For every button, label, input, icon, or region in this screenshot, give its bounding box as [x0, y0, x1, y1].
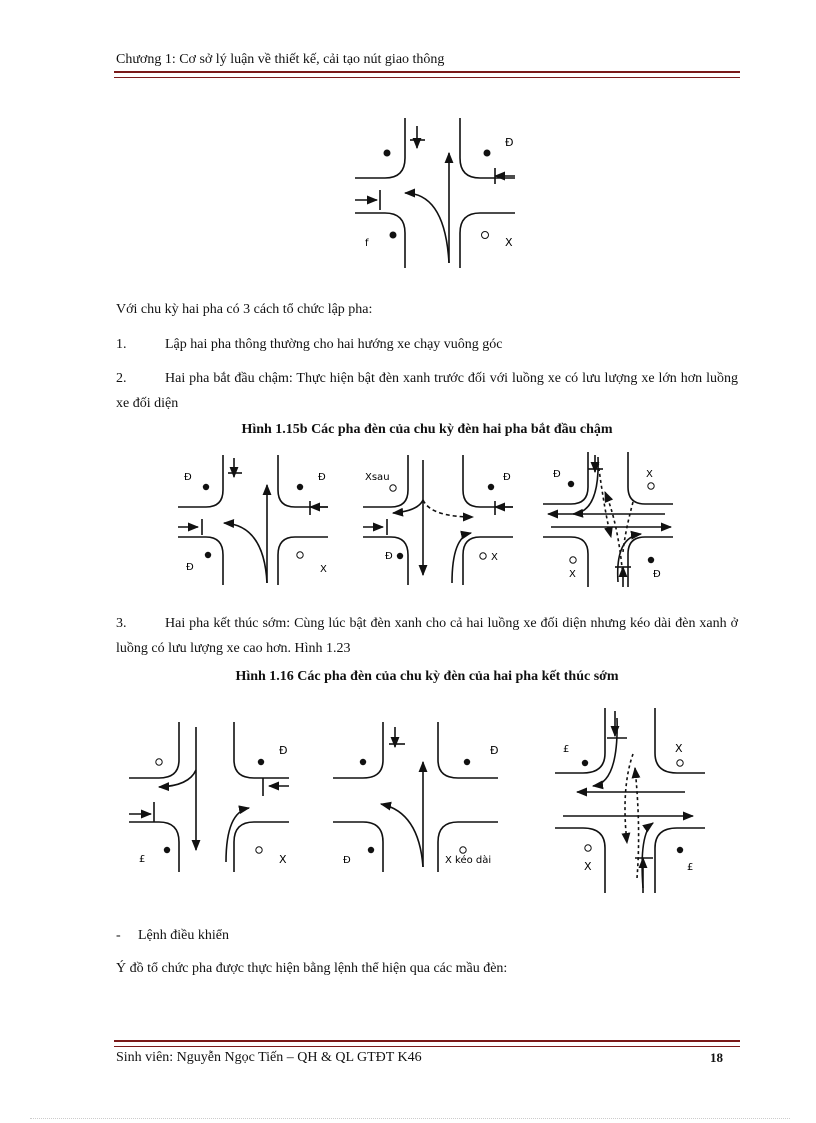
list-number: 2.	[116, 371, 127, 386]
header-rule	[114, 71, 740, 78]
label-nw: Đ	[553, 469, 561, 480]
label-ne: Đ	[505, 136, 514, 149]
label-ne: X	[675, 742, 683, 755]
intersection-diagram-115-b	[363, 455, 523, 585]
list-item-1	[116, 332, 738, 357]
label-nw: Đ	[184, 472, 192, 483]
footer-student: Sinh viên: Nguyễn Ngọc Tiến – QH & QL GTĐT K46	[116, 1050, 422, 1065]
intersection-diagram-115-c	[543, 452, 673, 587]
label-se: Đ	[653, 569, 661, 580]
bullet-dash: -	[116, 928, 121, 943]
label-ne: Đ	[503, 472, 511, 483]
figure-caption-1-15b: Hình 1.15b Các pha đèn của chu kỳ đèn hai pha bắt đầu chậm	[241, 422, 613, 437]
list-text: Lập hai pha thông thường cho hai hướng xe chạy vuông góc	[165, 337, 503, 352]
list-number: 1.	[116, 337, 127, 352]
intersection-diagram-116-a	[129, 722, 294, 872]
paragraph-intro: Với chu kỳ hai pha có 3 cách tổ chức lập pha:	[116, 302, 373, 317]
list-text: Hai pha bắt đầu chậm: Thực hiện bật đèn xanh trước đối với luồng xe có lưu lượng xe lớn hơn luồng xe đối diện	[116, 371, 738, 411]
label-ne: Đ	[490, 744, 499, 757]
label-sw: X	[584, 860, 592, 873]
figure-caption-1-16: Hình 1.16 Các pha đèn của chu kỳ đèn của hai pha kết thúc sớm	[235, 669, 619, 684]
label-ne: Đ	[279, 744, 288, 757]
label-sw: X	[569, 569, 576, 580]
label-se: X	[491, 552, 498, 563]
list-text: Hai pha kết thúc sớm: Cùng lúc bật đèn xanh cho cả hai luồng xe đối diện nhưng kéo dài đèn xanh ở luồng có lưu lượng xe cao hơn. Hình 1.23	[116, 616, 738, 656]
footer-rule	[114, 1040, 740, 1047]
list-item-3	[116, 611, 738, 661]
label-se: X	[505, 236, 513, 249]
list-number: 3.	[116, 616, 127, 631]
intersection-diagram-116-c	[555, 708, 705, 893]
label-nw: £	[563, 744, 570, 755]
intersection-diagram-top	[355, 118, 520, 268]
label-sw: £	[139, 854, 146, 865]
bullet-item	[116, 923, 738, 948]
label-ne: Đ	[318, 472, 326, 483]
paragraph-color-signals: Ý đồ tổ chức pha được thực hiện bằng lệnh thể hiện qua các mầu đèn:	[116, 961, 508, 976]
label-se: X kéo dài	[445, 855, 492, 866]
page-header: Chương 1: Cơ sở lý luận về thiết kế, cải tạo nút giao thông	[116, 52, 445, 67]
label-ne: X	[646, 469, 653, 480]
label-sw: Đ	[186, 562, 194, 573]
intersection-diagram-116-b	[333, 722, 508, 872]
page-number: 18	[710, 1050, 723, 1065]
intersection-diagram-115-a	[178, 455, 338, 585]
bullet-text: Lệnh điều khiển	[138, 928, 229, 943]
label-se: £	[687, 862, 694, 873]
label-sw: f	[365, 238, 369, 249]
label-se: X	[279, 853, 287, 866]
label-sw: Đ	[343, 855, 351, 866]
label-sw: Đ	[385, 551, 393, 562]
page-edge-dots	[30, 1118, 790, 1119]
list-item-2	[116, 366, 738, 416]
label-se: X	[320, 564, 327, 575]
label-nw: Xsau	[365, 472, 390, 483]
